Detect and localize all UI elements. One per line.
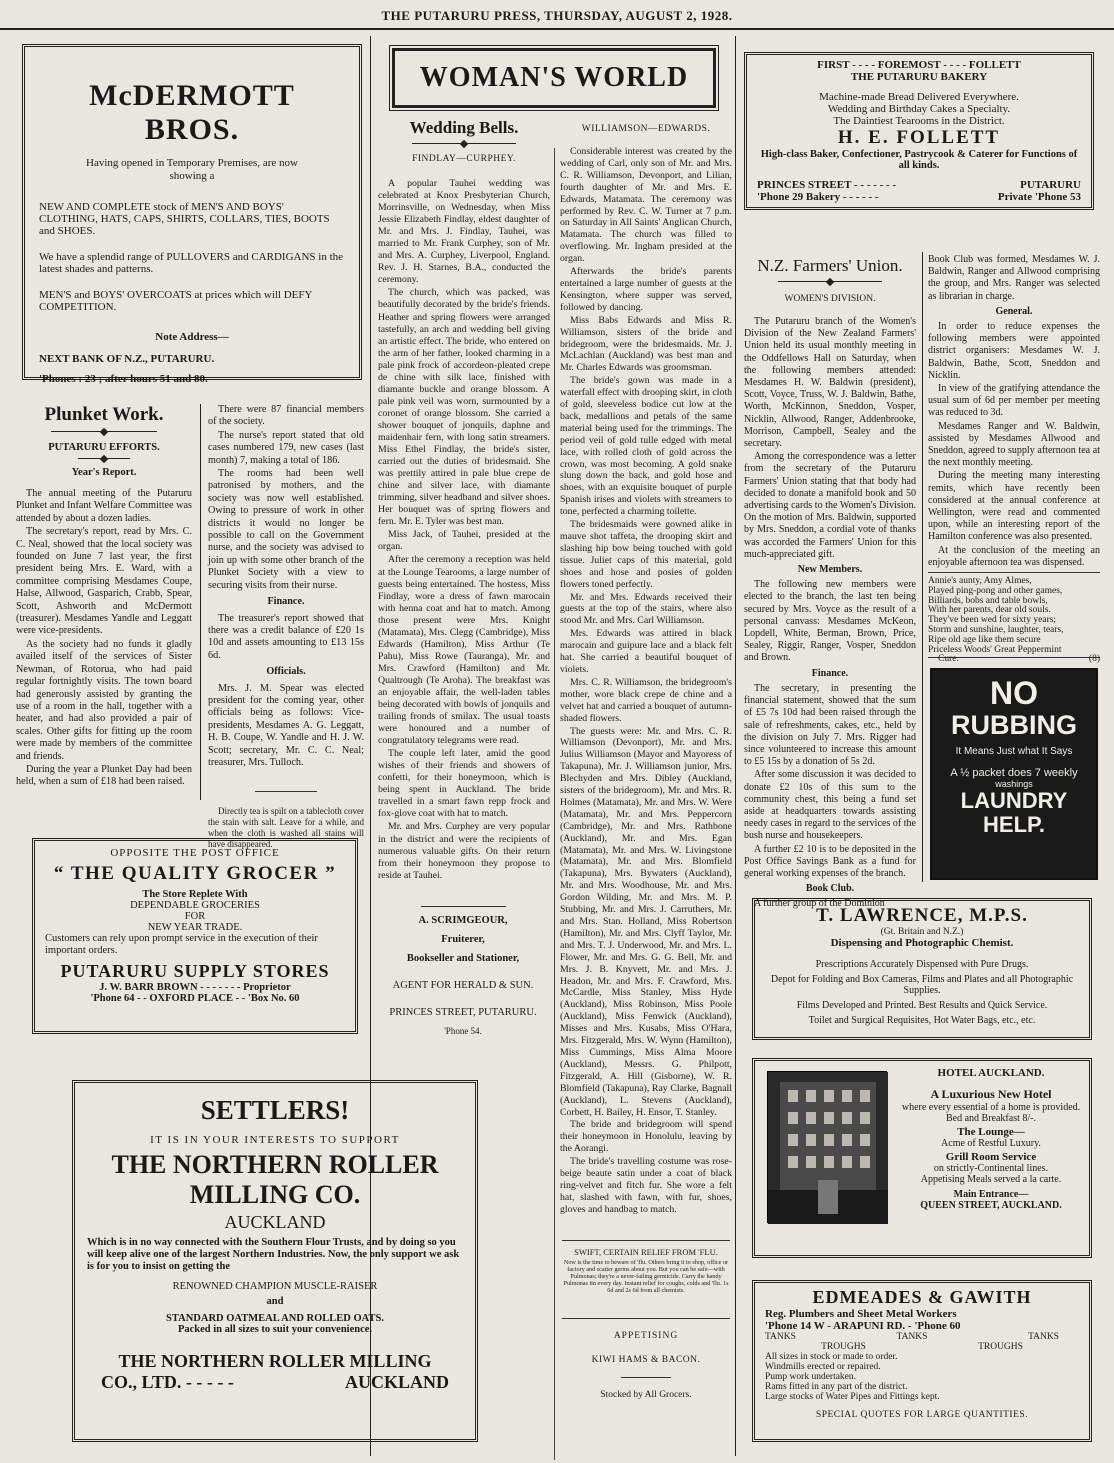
- flu-title: SWIFT, CERTAIN RELIEF FROM 'FLU.: [574, 1247, 718, 1257]
- grocer-line-5: Customers can rely upon prompt service in the execution of their important orders.: [45, 933, 318, 956]
- kiwi-line-3: Stocked by All Grocers.: [600, 1390, 692, 1400]
- edmeades-troughs-row: [765, 1342, 1079, 1352]
- hotel-line-7: Appetising Meals served a la carte.: [920, 1174, 1062, 1185]
- divider: [51, 431, 157, 432]
- paragraph: The bride's gown was made in a waterfall effect with drooping skirt, in cloth of gold, sleeveless bodice cut low at the back, medallions and petals of the same material being used for the trimmings. The period veil of gold tulle edged with metal lace, with rolled cloth of gold across the crown, was most becoming. A gold snake slung down the back, and gold hose and shoes, with an exquisite bouquet of purple Spanish irises and violets with streamers to tone, perfected a charming toilette.: [560, 375, 732, 518]
- paragraph: Mrs. C. R. Williamson, the bridegroom's mother, wore black crepe de chine and a velvet hat and carried a bouquet of autumn-shaded flowers.: [560, 676, 732, 724]
- flu-text: Now is the time to beware of 'flu. Others bring it to shop, office or factory and scatter germs about you. But you can be safe—with Pulmonas; they're a never-failing germicide. Carry the handy Pulmonas tin every day. Instant relief for coughs, colds and 'flu. 1s 6d and 2s 6d from all chemists.: [563, 1259, 729, 1294]
- settlers-line-7: and: [266, 1296, 284, 1307]
- paragraph: A popular Tauhei wedding was celebrated at Knox Presbyterian Church, Morrinsville, on Wednesday, when Miss Jessie Elizabeth Findlay, eldest daughter of Mr. and Mrs. J. Findlay, Tauhei, was married to Mr. Frank Curphey, son of Mr. and Mrs. A. Curphey, Liverpool, England. Rev. J. H. Starnes, B.A., conducted the ceremony.: [378, 178, 550, 286]
- mcdermott-stock: NEW AND COMPLETE stock of MEN'S AND BOYS' CLOTHING, HATS, CAPS, SHIRTS, COLLARS, TIES, BOOTS and SHOES.: [39, 201, 330, 237]
- paragraph: The guests were: Mr. and Mrs. C. R. Williamson (Devonport), Mr. and Mrs. Julius Williamson (Mayor and Mayoress of Takapuna), Mr. J. Williamson junior, Mrs. Blechyden and Mrs. Dibley (Auckland, sisters of the bridegroom), Mr. and Mrs. R. Holmes (Matamata), Mr. and Mrs. W. Were (Matamata), Mr. and Mrs. Peppercorn (Cambridge), Mr. and Mrs. Rathbone (Auckland), Mr. and Mrs. Egan (Matamata), Mr. and Mrs. W. Livingstone (Matamata), Mr. and Mrs. Blomfield (Takapuna), Mrs. Bywaters (Auckland), Mr. and Mrs. Woodhouse, Mr. and Mrs. Gordon Wilding, Mr. and Mrs. M. P. Stubbing, Mr. and Mrs. J. Carruthers, Mr. and Mrs. Stan. Holland, Miss Robertson (Hamilton), Mr. and Mrs. Clyff Taylor, Mr. and Mrs. T. J. Underwood, Mr. and Mrs. L. Flower, Mr. and Mrs. G. G. Bell, Mr. and Mrs. J. B. Knyvett, Mr. and Mrs. J. Headon, Mr. and Mrs. F. Crawford, Mrs. McCardle, Miss Stanley, Miss Hyde (Auckland), Miss Robinson, Miss Poole (Auckland), Miss Fenwick (Auckland), Misses and Mrs. Kusabs, Miss O'Hara, Mrs. Fitzgerald, Mrs. W. Wynn (Hamilton), Miss Cummings, Miss Alma Moore (Auckland), Messrs. G. Philpott, Fitzgerald, A. Hill (Gisborne), W. R. Blomfield (Takapuna), Ray Clarke, Bagnall (Auckland), L. Stevens (Auckland), Corbett, H. Bailey, H. Ensor, T. Stanley.: [560, 725, 732, 1118]
- paragraph: The following new members were elected to the branch, the last ten being secured by Mrs. Voyce as the result of a personal canvass: Mesdames McKeon, Lopdell, White, Berman, Brown, Price, Sealey, Riggir, Ranger, Vosper, Sneddon and Brown.: [744, 579, 916, 664]
- edmeades-line-6: Windmills erected or repaired.: [765, 1362, 881, 1372]
- column-rule-mid: [554, 148, 555, 1460]
- edmeades-line-5: All sizes in stock or made to order.: [765, 1352, 898, 1362]
- scrimgeour-line-5: 'Phone 54.: [444, 1026, 482, 1036]
- edmeades-tanks: TANKS: [1028, 1332, 1059, 1342]
- hotel-line-9: QUEEN STREET, AUCKLAND.: [920, 1200, 1062, 1211]
- rubbing-line-6: LAUNDRY: [960, 788, 1068, 813]
- rubbing-line-1: NO: [990, 675, 1038, 711]
- edmeades-troughs: TROUGHS: [978, 1342, 1023, 1352]
- edmeades-troughs: TROUGHS: [821, 1342, 866, 1352]
- plunket-col-1: [16, 404, 192, 804]
- plunket-subhead-2: Year's Report.: [71, 467, 137, 478]
- plunket-title: Plunket Work.: [44, 404, 164, 425]
- paragraph: In order to reduce expenses the following members were appointed district organisers: Mesdames W. J. Baldwin, Bathe, Scott, Sneddon and Nicklin.: [928, 321, 1100, 381]
- settlers-line-5: Which is in no way connected with the Southern Flour Trusts, and by doing so you will keep alive one of the largest Northern Industries. Now, the only support we ask is for you to insist on getting the: [87, 1237, 460, 1272]
- hotel-title: HOTEL AUCKLAND.: [937, 1067, 1045, 1079]
- settlers-city: AUCKLAND: [344, 1372, 449, 1392]
- paragraph: The annual meeting of the Putaruru Plunket and Infant Welfare Committee was attended by about a dozen ladies.: [16, 488, 192, 524]
- plunket-col-2: [208, 404, 364, 850]
- paragraph: At the conclusion of the meeting an enjoyable afternoon tea was dispensed.: [928, 544, 1100, 568]
- settlers-line-3: MILLING CO.: [189, 1180, 361, 1209]
- findlay-text: [378, 178, 550, 882]
- mcdermott-intro: Having opened in Temporary Premises, are now showing a: [86, 157, 298, 182]
- paragraph: Mesdames Ranger and W. Baldwin, assisted by Mesdames Allwood and Sneddon, agreed to supply afternoon tea at the next monthly meeting.: [928, 420, 1100, 469]
- poem-number: (8): [1088, 654, 1100, 665]
- book-club-head: Book Club.: [805, 883, 855, 895]
- paragraph: Afterwards the bride's parents entertained a large number of guests at the Kensington, where supper was served, followed by dancing.: [560, 266, 732, 313]
- womans-world-title: WOMAN'S WORLD: [419, 62, 689, 93]
- grocer-top: OPPOSITE THE POST OFFICE: [110, 847, 280, 859]
- paragraph: Mr. and Mrs. Curphey are very popular in the district and were the recipients of numerous valuable gifts. On their return from their honeymoon they propose to reside at Tauhei.: [378, 821, 550, 881]
- paragraph: During the year a Plunket Day had been held, when a sum of £18 had been raised.: [16, 763, 192, 788]
- bakery-line-6: High-class Baker, Confectioner, Pastrycook & Caterer for Functions of all kinds.: [760, 149, 1078, 171]
- scrimgeour-line-1: Fruiterer,: [441, 934, 485, 945]
- grocer-phone: 'Phone 64 - - OXFORD PLACE - - 'Box No. 60: [90, 993, 300, 1004]
- masthead: [0, 0, 1114, 30]
- edmeades-title: EDMEADES & GAWITH: [812, 1287, 1032, 1307]
- officials-head: Officials.: [266, 666, 306, 678]
- rubbing-line-3: It Means Just what It Says: [955, 746, 1073, 757]
- edmeades-tanks: TANKS: [765, 1332, 796, 1342]
- edmeades-line-7: Pump work undertaken.: [765, 1372, 857, 1382]
- edmeades-tanks-row: [765, 1332, 1079, 1342]
- hotel-line-5: Grill Room Service: [945, 1151, 1037, 1163]
- quality-grocer-ad: [32, 838, 358, 1034]
- paragraph: Considerable interest was created by the wedding of Carl, only son of Mr. and Mrs. C. R. Williamson, Devonport, and Lilian, fourth daughter of Mr. and Mrs. E. Edwards, Matamata. The ceremony was performed by Rev. C. W. Turner at 7 p.m. on Saturday in All Saints' Anglican Church, Matamata. The church was filled to overflowing. Mr. Ingham presided at the organ.: [560, 146, 732, 265]
- peppermint-cure-poem: [928, 572, 1100, 665]
- poem-line: Cure.: [938, 654, 959, 665]
- poem-line: Storm and sunshine, laughter, tears,: [928, 624, 1064, 635]
- paragraph: The bride's travelling costume was rose-beige beaute satin under a coat of black ring-velvet and fitch fur. She wore a felt hat, slashed with fawn, with fur, shoes, gloves and handbag to match.: [560, 1156, 732, 1215]
- bakery-line-4: Wedding and Birthday Cakes a Specialty.: [827, 103, 1011, 115]
- mcdermott-ad: [22, 44, 362, 385]
- grocer-owner: J. W. BARR BROWN - - - - - - - Proprietor: [99, 982, 291, 993]
- edmeades-line-10: SPECIAL QUOTES FOR LARGE QUANTITIES.: [815, 1410, 1029, 1420]
- hotel-line-6: on strictly-Continental lines.: [933, 1163, 1049, 1174]
- divider: [78, 458, 131, 459]
- edmeades-line-2: 'Phone 14 W - ARAPUNI RD. - 'Phone 60: [765, 1320, 961, 1332]
- plunket-subhead: PUTARURU EFFORTS.: [48, 442, 160, 453]
- paragraph: Mr. and Mrs. Edwards received their guests at the top of the stairs, where also stood Mr. and Mrs. Carl Williamson.: [560, 591, 732, 627]
- scrimgeour-line-3: AGENT FOR HERALD & SUN.: [392, 980, 534, 991]
- settlers-title: SETTLERS!: [200, 1095, 350, 1125]
- findlay-curphey-article: [378, 118, 550, 881]
- paragraph: A further £2 10 is to be deposited in the Post Office Savings Bank as a fund for general working expenses of the branch.: [744, 843, 916, 879]
- lawrence-line-2: Depot for Folding and Box Cameras, Films and Plates and all Photographic Supplies.: [770, 974, 1074, 996]
- finance-head: Finance.: [811, 667, 849, 679]
- hotel-line-3: The Lounge—: [957, 1126, 1025, 1138]
- poem-line: Annie's aunty, Amy Almes,: [928, 576, 1032, 586]
- settlers-line-9: Packed in all sizes to suit your convenience.: [177, 1324, 373, 1335]
- paragraph: The secretary's report, read by Mrs. C. C. Neal, showed that the local society was founded on June 7 last year, the first president being Mrs. E. Ward, with a committee comprising Mesdames Coupe, Halse, Allwood, Gasparich, Crabb, Spear, Scott, Ashworth and McDermott (treasurer). Mesdames Yandle and Leggatt were vice-presidents.: [16, 526, 192, 637]
- lawrence-line-3: Films Developed and Printed. Best Results and Quick Service.: [796, 1000, 1048, 1011]
- poem-last-line: [928, 655, 1100, 665]
- masthead-title: THE PUTARURU PRESS, THURSDAY, AUGUST 2, 1928.: [381, 8, 733, 23]
- findlay-curphey-head: FINDLAY—CURPHEY.: [412, 154, 516, 164]
- womans-world-header: [392, 48, 716, 108]
- paragraph: Book Club was formed, Mesdames W. J. Baldwin, Ranger and Allwood comprising the group, and Mrs. Ranger was selected as librarian in charge.: [928, 254, 1100, 302]
- bakery-private-phone: Private 'Phone 53: [997, 191, 1081, 203]
- paragraph: Mrs. Edwards was attired in black marocain and guipure lace and a black felt hat. She carried a beautiful bouquet of violets.: [560, 628, 732, 675]
- paragraph: The couple left later, amid the good wishes of their friends and showers of confetti, for their honeymoon, which is being spent in Auckland. The bride travelled in a smart fawn repp frock and fox-glove coat with hat to match.: [378, 748, 550, 820]
- paragraph: In view of the gratifying attendance the usual sum of 6d per member per meeting was reduced to 3d.: [928, 383, 1100, 419]
- mcdermott-overcoats: MEN'S and BOYS' OVERCOATS at prices which will DEFY COMPETITION.: [39, 289, 313, 313]
- mcdermott-pullovers: We have a splendid range of PULLOVERS and CARDIGANS in the latest shades and patterns.: [39, 251, 344, 275]
- paragraph: The Putaruru branch of the Women's Division of the New Zealand Farmers' Union held its usual monthly meeting in the Oddfellows Hall on Saturday, when the following members attended: Mesdames H. W. Baldwin (president), Scott, Voyce, Truss, W. J. Baldwin, Bathe, Worth, McKinnon, Sneddon, Vosper, Nicklin, Allwood, Ranger, Addenbrooke, Morrison, Campbell, Sealey and the secretary.: [744, 316, 916, 450]
- scrimgeour-line-4: PRINCES STREET, PUTARURU.: [389, 1007, 537, 1018]
- hotel-illustration: [767, 1071, 887, 1223]
- grocer-line-2: DEPENDABLE GROCERIES: [130, 900, 260, 911]
- rubbing-line-4: A ½ packet does 7 weekly: [950, 767, 1078, 779]
- grocer-store: PUTARURU SUPPLY STORES: [60, 961, 330, 981]
- hotel-line-2: where every essential of a home is provided. Bed and Breakfast 8/-.: [901, 1102, 1081, 1124]
- plunket-col1-text: [16, 488, 192, 789]
- hotel-auckland-ad: [752, 1058, 1092, 1258]
- scrimgeour-ad: [378, 906, 548, 1066]
- poem-line: Ripe old age like them secure: [928, 634, 1041, 645]
- divider: [421, 906, 506, 907]
- new-members-head: New Members.: [797, 564, 863, 576]
- grocer-line-4: NEW YEAR TRADE.: [147, 922, 243, 933]
- finance-head: Finance.: [267, 596, 305, 608]
- grocer-line-1: The Store Replete With: [142, 889, 248, 900]
- paragraph: After the ceremony a reception was held at the Lounge Tearooms, a large number of guests being entertained. The hostess, Miss Findlay, wore a dress of fawn marocain with henna coat and hat to match. Among those present were Mrs. Knight (Matamata), Mrs. Clegg (Cambridge), Miss Edwards (Hamilton), Miss Arthur (Te Pahu), Miss Rowe (Tauranga), Mr. and Mrs. Crawford (Hamilton) and Mr. Qualtrough (Te Aroha). The breakfast was an enjoyable affair, the well-laden tables being decorated with bowls of jonquils and trailing fronds of smilax. The usual toasts were honoured and a number of congratulatory telegrams were read.: [378, 554, 550, 747]
- paragraph: The bridesmaids were gowned alike in mauve shot taffeta, the drooping skirt and slashing hip bow being touched with gold tissue. Juliet caps of this material, gold shoes and hose and posies of golden flowers toned perfectly.: [560, 519, 732, 590]
- bakery-name: H. E. FOLLETT: [837, 127, 1001, 148]
- poem-line: Played ping-pong and other games,: [928, 585, 1063, 596]
- settlers-line-6: RENOWNED CHAMPION MUSCLE-RAISER: [172, 1281, 378, 1292]
- mcdermott-title: McDERMOTT BROS.: [89, 79, 295, 146]
- grocer-title: “ THE QUALITY GROCER ”: [53, 863, 337, 884]
- poem-line: They've been wed for sixty years;: [928, 615, 1057, 626]
- settlers-line-10: THE NORTHERN ROLLER MILLING: [118, 1351, 432, 1371]
- plunket-col-rule: [200, 404, 201, 800]
- lawrence-sub: (Gt. Britain and N.Z.): [880, 927, 964, 937]
- tip-paragraph: Directly tea is spilt on a tablecloth cover the stain with salt. Leave for a while, and when the cloth is washed all stains will have disappeared.: [208, 806, 364, 850]
- bakery-ad: [744, 52, 1094, 210]
- divider: [255, 791, 317, 792]
- paragraph: A further group of the Dominion: [754, 898, 885, 910]
- bakery-line-7: [757, 179, 1081, 191]
- edmeades-gawith-ad: [752, 1280, 1092, 1442]
- scrimgeour-line-2: Bookseller and Stationer,: [406, 953, 520, 964]
- farmers-col-rule: [922, 252, 923, 882]
- paragraph: Mrs. J. M. Spear was elected president for the coming year, other officials being as follows: Vice-presidents, Mesdames A. G. Leggatt, H. B. Coupe, W. Yandle and H. J. W. Scott; secretary, Mr. C. C. Neal; treasurer, Mrs. Tulloch.: [208, 682, 364, 768]
- williamson-edwards-article: [560, 118, 732, 1238]
- settlers-line-1: IT IS IN YOUR INTERESTS TO SUPPORT: [150, 1134, 400, 1146]
- bakery-line-8: [757, 191, 1081, 203]
- flu-ad: [562, 1240, 730, 1306]
- plunket-article: [14, 404, 366, 850]
- paragraph: Miss Babs Edwards and Miss R. Williamson, sisters of the bride and bridegroom, were the bridesmaids. Mr. J. McLachlan (Auckland) was best man and Mr. Charles Edwards was groomsman.: [560, 314, 732, 374]
- settlers-ad: [72, 1080, 478, 1442]
- paragraph: The secretary, in presenting the financial statement, showed that the sum of £5 7s 10d had been raised through the sale of refreshments, cakes, etc., held by the division on July 7. Mrs. Rigger had since volunteered to increase this amount to £5 15s by a donation of 5s 2d.: [744, 682, 916, 768]
- williamson-text: [560, 146, 732, 1216]
- bakery-line-1: FIRST - - - - FOREMOST - - - - FOLLETT: [817, 59, 1021, 71]
- divider: [412, 143, 515, 144]
- paragraph: The church, which was packed, was beautifully decorated by the bride's friends. Heather and spring flowers were arranged tastefully, an arch and wedding bell giving an artistic effect. The bride, who entered on the arm of her father, looked charming in a pale pink frock of accordeon-pleated crepe de chine with silk lace, finished with diamante buckle and orange blossom. A pale pink veil was worn, surmounted by a coronet of orange blossom. She carried a shower bouquet of jonquils, daphne and maidenhair fern, with long satin streamers. Miss Ethel Findlay, the bride's sister, carried out the duties of bridesmaid. She was prettily attired in pale blue crepe de chine and silver lace, with diamante trimming, silver headband and silver shoes. Her bouquet was of spring flowers and fern. Mr. E. Tyler was best man.: [378, 287, 550, 528]
- paragraph: Among the correspondence was a letter from the secretary of the Putaruru Farmers' Union stating that that body had decided to donate a manifold book and 50 advertising cards to the Women's Division. On the motion of Mrs. Baldwin, supported by Mrs. Sneddon, a cordial vote of thanks was accorded the Farmers' Union for this much-appreciated gift.: [744, 451, 916, 560]
- lawrence-title: T. LAWRENCE, M.P.S.: [816, 905, 1028, 926]
- lawrence-line-1: Prescriptions Accurately Dispensed with Pure Drugs.: [815, 959, 1029, 970]
- hotel-building-image: [768, 1072, 888, 1224]
- mcdermott-phones: 'Phones : 23 ; after hours 51 and 80.: [39, 373, 208, 385]
- bakery-phone: 'Phone 29 Bakery - - - - - -: [757, 191, 879, 203]
- paragraph: The treasurer's report showed that there was a credit balance of £20 1s 10d and assets amounting to £13 15s 6d.: [208, 612, 364, 661]
- divider: [621, 1377, 671, 1378]
- farmers-union-article: [744, 256, 916, 910]
- mcdermott-note: Note Address—: [155, 331, 229, 343]
- farmers-title: N.Z. Farmers' Union.: [757, 256, 903, 275]
- hotel-line-8: Main Entrance—: [953, 1189, 1029, 1200]
- bakery-street: PRINCES STREET - - - - - - -: [757, 179, 897, 191]
- mcdermott-address: NEXT BANK OF N.Z., PUTARURU.: [39, 353, 215, 365]
- hotel-line-1: A Luxurious New Hotel: [930, 1087, 1052, 1101]
- settlers-line-2: THE NORTHERN ROLLER: [111, 1150, 439, 1179]
- general-head: General.: [995, 305, 1033, 317]
- kiwi-hams-ad: [562, 1318, 730, 1438]
- grocer-line-3: FOR: [184, 911, 206, 922]
- settlers-line-11: [87, 1372, 463, 1393]
- paragraph: The bride and bridegroom will spend their honeymoon in Honolulu, leaving by the Aorangi.: [560, 1119, 732, 1155]
- settlers-company: CO., LTD. - - - - -: [101, 1372, 234, 1392]
- paragraph: As the society had no funds it gladly availed itself of the services of Sister Newman, of Rotorua, who had paid regular fortnightly visits. The town board had generously assisted by granting the use of a room in the hall, together with a heater, and had also provided a pair of scales. Other gifts for fitting up the room were made by members of the committee and friends.: [16, 638, 192, 762]
- kiwi-line-1: APPETISING: [613, 1331, 679, 1341]
- lawrence-chemist-ad: [752, 898, 1092, 1040]
- bakery-line-3: Machine-made Bread Delivered Everywhere.: [819, 91, 1019, 103]
- hotel-text: [895, 1067, 1087, 1257]
- divider: [778, 281, 881, 282]
- settlers-line-8: STANDARD OATMEAL AND ROLLED OATS.: [166, 1313, 384, 1324]
- edmeades-line-8: Rams fitted in any part of the district.: [765, 1382, 908, 1392]
- scrimgeour-name: A. SCRIMGEOUR,: [418, 915, 508, 926]
- rubbing-line-5: washings: [995, 779, 1033, 789]
- paragraph: There were 87 financial members of the society.: [208, 404, 364, 428]
- wedding-bells-title: Wedding Bells.: [409, 118, 519, 137]
- rubbing-line-7: HELP.: [983, 812, 1045, 837]
- farmers-subhead: WOMEN'S DIVISION.: [784, 294, 876, 304]
- williamson-edwards-head: WILLIAMSON—EDWARDS.: [581, 124, 711, 134]
- paragraph: During the meeting many interesting remits, which have recently been considered at the annual conference at Wellington, were read and commented upon, while an interesting report of the Hamilton conference was also presented.: [928, 470, 1100, 543]
- paragraph: The rooms had been well patronised by mothers, and the society was now well established. Owing to pressure of work in other districts it would no longer be possible to call on the Government nurse, and the society was advised to join up with some other branch of the Plunket Society with a view to securing visits from their nurse.: [208, 468, 364, 591]
- edmeades-tanks: TANKS: [896, 1332, 928, 1342]
- paragraph: The nurse's report stated that old cases numbered 179, new cases (last month) 7, making a total of 186.: [208, 429, 364, 466]
- bakery-town: PUTARURU: [1020, 179, 1081, 191]
- no-rubbing-ad: [930, 668, 1098, 880]
- lawrence-line-4: Toilet and Surgical Requisites, Hot Water Bags, etc., etc.: [808, 1015, 1036, 1026]
- poem-line: With her parents, dear old souls.: [928, 605, 1051, 616]
- edmeades-line-9: Large stocks of Water Pipes and Fittings kept.: [765, 1392, 940, 1402]
- bakery-line-5: The Daintiest Tearooms in the District.: [833, 115, 1005, 127]
- column-rule-right: [735, 36, 736, 1456]
- farmers-union-continued: [928, 254, 1100, 568]
- bakery-line-2: THE PUTARURU BAKERY: [850, 71, 988, 83]
- kiwi-line-2: KIWI HAMS & BACON.: [591, 1355, 701, 1365]
- edmeades-line-1: Reg. Plumbers and Sheet Metal Workers: [765, 1308, 957, 1320]
- hotel-line-4: Acme of Restful Luxury.: [941, 1138, 1041, 1149]
- farmers-text: [744, 316, 916, 911]
- rubbing-line-2: RUBBING: [951, 710, 1077, 740]
- poem-line: Priceless Woods' Great Peppermint: [928, 644, 1062, 655]
- paragraph: After some discussion it was decided to donate £2 10s of this sum to the community chest, this being a fund set aside at headquarters towards assisting needy cases in regard to the services of the bush nurse and housekeepers.: [744, 769, 916, 842]
- paragraph: Miss Jack, of Tauhei, presided at the organ.: [378, 529, 550, 553]
- poem-line: Billiards, bobs and table bowls,: [928, 595, 1048, 606]
- settlers-line-4: AUCKLAND: [224, 1212, 326, 1232]
- lawrence-sub-2: Dispensing and Photographic Chemist.: [830, 937, 1014, 949]
